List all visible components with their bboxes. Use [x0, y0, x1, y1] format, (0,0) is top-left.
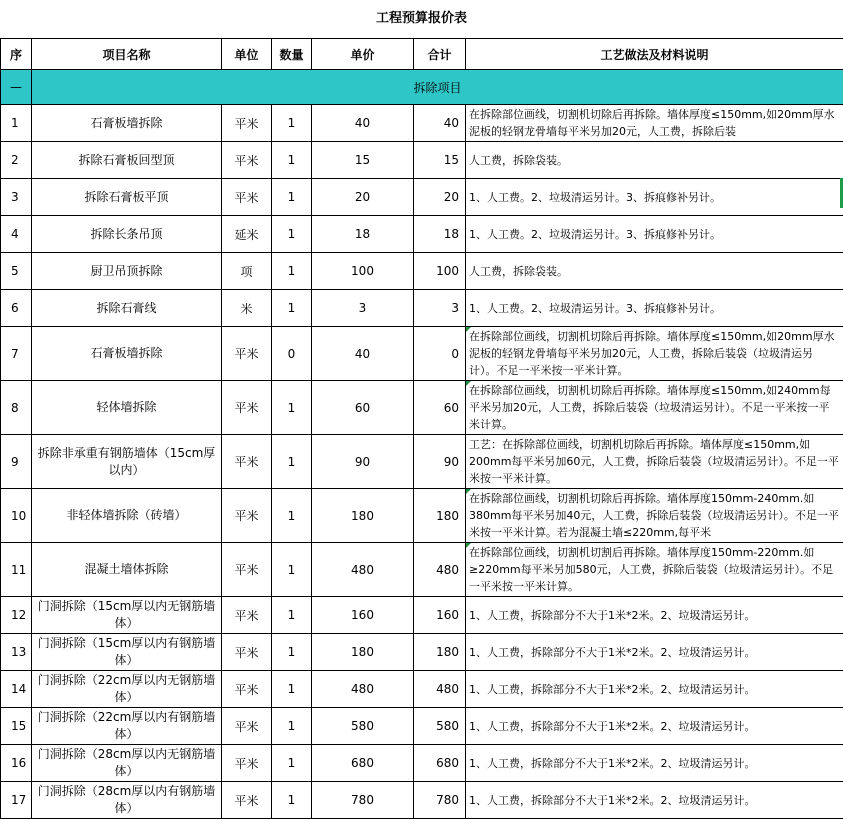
item-name-cell[interactable]: 混凝土墙体拆除 [32, 543, 222, 597]
unit-price-cell[interactable]: 20 [312, 179, 414, 216]
table-row [1, 435, 843, 489]
description-cell[interactable]: 人工费，拆除袋装。 [466, 253, 843, 290]
total-cell[interactable]: 0 [414, 327, 466, 381]
quantity-cell[interactable]: 1 [272, 745, 312, 782]
item-name-cell[interactable]: 非轻体墙拆除（砖墙） [32, 489, 222, 543]
total-cell[interactable]: 90 [414, 435, 466, 489]
unit-cell[interactable]: 平米 [222, 489, 272, 543]
item-name-cell[interactable]: 石膏板墙拆除 [32, 105, 222, 142]
unit-price-cell[interactable]: 40 [312, 327, 414, 381]
total-cell[interactable]: 40 [414, 105, 466, 142]
quantity-cell[interactable]: 1 [272, 142, 312, 179]
quantity-cell[interactable]: 1 [272, 708, 312, 745]
table-row [1, 489, 843, 543]
table-row [1, 543, 843, 597]
total-cell[interactable]: 60 [414, 381, 466, 435]
unit-price-cell[interactable]: 180 [312, 489, 414, 543]
row-index-cell[interactable]: 10 [1, 489, 32, 543]
description-cell[interactable]: 在拆除部位画线，切割机切除后再拆除。墙体厚度≤150mm,如240mm每平米另加20元，人工费，拆除后装袋（垃圾清运另计）。不足一平米按一平米计算。 [466, 381, 843, 435]
item-name-cell[interactable]: 门洞拆除（15cm厚以内有钢筋墙体） [32, 634, 222, 671]
row-index-cell[interactable]: 4 [1, 216, 32, 253]
quantity-cell[interactable]: 1 [272, 543, 312, 597]
row-index-cell[interactable]: 14 [1, 671, 32, 708]
header-unit[interactable]: 单位 [222, 39, 272, 70]
description-cell[interactable]: 在拆除部位画线，切割机切割后再拆除。墙体厚度150mm-220mm.如≥220mm每平米另加580元，人工费，拆除后装袋（垃圾清运另计）。不足一平米按一平米计算。 [466, 543, 843, 597]
unit-price-cell[interactable]: 60 [312, 381, 414, 435]
table-row [1, 290, 843, 327]
table-row [1, 671, 843, 708]
total-cell[interactable]: 180 [414, 634, 466, 671]
row-index-cell[interactable]: 15 [1, 708, 32, 745]
item-name-cell[interactable]: 拆除石膏板回型顶 [32, 142, 222, 179]
description-cell[interactable]: 1、人工费，拆除部分不大于1米*2米。2、垃圾清运另计。 [466, 745, 843, 782]
quantity-cell[interactable]: 1 [272, 179, 312, 216]
row-index-cell[interactable]: 5 [1, 253, 32, 290]
row-index-cell[interactable]: 7 [1, 327, 32, 381]
row-index-cell[interactable]: 16 [1, 745, 32, 782]
item-name-cell[interactable]: 门洞拆除（28cm厚以内无钢筋墙体） [32, 745, 222, 782]
unit-price-cell[interactable]: 480 [312, 543, 414, 597]
description-cell[interactable]: 1、人工费。2、垃圾清运另计。3、拆痕修补另计。 [466, 179, 843, 216]
unit-price-cell[interactable]: 90 [312, 435, 414, 489]
unit-cell[interactable]: 平米 [222, 142, 272, 179]
table-row [1, 253, 843, 290]
item-name-cell[interactable]: 拆除石膏板平顶 [32, 179, 222, 216]
row-index-cell[interactable]: 6 [1, 290, 32, 327]
row-index-cell[interactable]: 8 [1, 381, 32, 435]
item-name-cell[interactable]: 拆除长条吊顶 [32, 216, 222, 253]
unit-price-cell[interactable]: 780 [312, 782, 414, 819]
quantity-cell[interactable]: 1 [272, 105, 312, 142]
description-cell[interactable]: 1、人工费。2、垃圾清运另计。3、拆痕修补另计。 [466, 216, 843, 253]
quantity-cell[interactable]: 1 [272, 634, 312, 671]
table-row [1, 708, 843, 745]
unit-cell[interactable]: 平米 [222, 543, 272, 597]
description-cell[interactable]: 1、人工费，拆除部分不大于1米*2米。2、垃圾清运另计。 [466, 708, 843, 745]
quantity-cell[interactable]: 1 [272, 216, 312, 253]
description-cell[interactable]: 在拆除部位画线，切割机切除后再拆除。墙体厚度≤150mm,如20mm厚水泥板的轻钢龙骨墙每平米另加20元，人工费，拆除后装袋（垃圾清运另计）。不足一平米按一平米计算。 [466, 327, 843, 381]
unit-cell[interactable]: 延米 [222, 216, 272, 253]
quantity-cell[interactable]: 1 [272, 489, 312, 543]
quantity-cell[interactable]: 1 [272, 381, 312, 435]
table-row [1, 216, 843, 253]
description-cell[interactable]: 1、人工费。2、垃圾清运另计。3、拆痕修补另计。 [466, 290, 843, 327]
unit-price-cell[interactable]: 680 [312, 745, 414, 782]
unit-cell[interactable]: 平米 [222, 597, 272, 634]
unit-price-cell[interactable]: 100 [312, 253, 414, 290]
table-row [1, 327, 843, 381]
quantity-cell[interactable]: 0 [272, 327, 312, 381]
row-index-cell[interactable]: 9 [1, 435, 32, 489]
header-name[interactable]: 项目名称 [32, 39, 222, 70]
row-index-cell[interactable]: 13 [1, 634, 32, 671]
unit-cell[interactable]: 米 [222, 290, 272, 327]
unit-cell[interactable]: 平米 [222, 708, 272, 745]
table-row [1, 597, 843, 634]
total-cell[interactable]: 20 [414, 179, 466, 216]
total-cell[interactable]: 580 [414, 708, 466, 745]
unit-cell[interactable]: 平米 [222, 327, 272, 381]
description-cell[interactable]: 1、人工费，拆除部分不大于1米*2米。2、垃圾清运另计。 [466, 634, 843, 671]
quantity-cell[interactable]: 1 [272, 597, 312, 634]
total-cell[interactable]: 180 [414, 489, 466, 543]
header-total[interactable]: 合计 [414, 39, 466, 70]
total-cell[interactable]: 480 [414, 671, 466, 708]
table-row [1, 745, 843, 782]
unit-price-cell[interactable]: 40 [312, 105, 414, 142]
unit-price-cell[interactable]: 180 [312, 634, 414, 671]
item-name-cell[interactable]: 拆除非承重有钢筋墙体（15cm厚以内） [32, 435, 222, 489]
table-row [1, 105, 843, 142]
item-name-cell[interactable]: 门洞拆除（22cm厚以内无钢筋墙体） [32, 671, 222, 708]
unit-cell[interactable]: 平米 [222, 671, 272, 708]
unit-cell[interactable]: 平米 [222, 179, 272, 216]
description-cell[interactable]: 工艺：在拆除部位画线，切割机切除后再拆除。墙体厚度≤150mm,如200mm每平米另加60元，人工费，拆除后装袋（垃圾清运另计）。不足一平米按一平米计算。 [466, 435, 843, 489]
item-name-cell[interactable]: 轻体墙拆除 [32, 381, 222, 435]
unit-cell[interactable]: 项 [222, 253, 272, 290]
table-row [1, 782, 843, 819]
total-cell[interactable]: 480 [414, 543, 466, 597]
unit-cell[interactable]: 平米 [222, 745, 272, 782]
unit-price-cell[interactable]: 580 [312, 708, 414, 745]
description-cell[interactable]: 1、人工费，拆除部分不大于1米*2米。2、垃圾清运另计。 [466, 782, 843, 819]
description-cell[interactable]: 在拆除部位画线，切割机切除后再拆除。墙体厚度150mm-240mm.如380mm每平米另加40元，人工费，拆除后装袋（垃圾清运另计）。不足一平米按一平米计算。若为混凝土墙≤220mm,每平米 [466, 489, 843, 543]
description-cell[interactable]: 在拆除部位画线，切割机切除后再拆除。墙体厚度≤150mm,如20mm厚水泥板的轻钢龙骨墙每平米另加20元，人工费，拆除后装 [466, 105, 843, 142]
item-name-cell[interactable]: 拆除石膏线 [32, 290, 222, 327]
total-cell[interactable]: 780 [414, 782, 466, 819]
sheet-title: 工程预算报价表 [0, 0, 843, 38]
unit-cell[interactable]: 平米 [222, 782, 272, 819]
quantity-cell[interactable]: 1 [272, 435, 312, 489]
row-index-cell[interactable]: 17 [1, 782, 32, 819]
row-index-cell[interactable]: 2 [1, 142, 32, 179]
quantity-cell[interactable]: 1 [272, 782, 312, 819]
total-cell[interactable]: 15 [414, 142, 466, 179]
row-index-cell[interactable]: 1 [1, 105, 32, 142]
table-row [1, 179, 843, 216]
item-name-cell[interactable]: 石膏板墙拆除 [32, 327, 222, 381]
row-index-cell[interactable]: 12 [1, 597, 32, 634]
quantity-cell[interactable]: 1 [272, 253, 312, 290]
unit-cell[interactable]: 平米 [222, 105, 272, 142]
unit-price-cell[interactable]: 18 [312, 216, 414, 253]
item-name-cell[interactable]: 门洞拆除（15cm厚以内无钢筋墙体） [32, 597, 222, 634]
header-desc[interactable]: 工艺做法及材料说明 [466, 39, 843, 70]
item-name-cell[interactable]: 门洞拆除（22cm厚以内有钢筋墙体） [32, 708, 222, 745]
budget-table [0, 38, 843, 819]
header-row [1, 39, 843, 70]
table-row [1, 634, 843, 671]
description-cell[interactable]: 1、人工费，拆除部分不大于1米*2米。2、垃圾清运另计。 [466, 597, 843, 634]
total-cell[interactable]: 3 [414, 290, 466, 327]
total-cell[interactable]: 18 [414, 216, 466, 253]
unit-cell[interactable]: 平米 [222, 634, 272, 671]
description-cell[interactable]: 人工费，拆除袋装。 [466, 142, 843, 179]
unit-price-cell[interactable]: 15 [312, 142, 414, 179]
quantity-cell[interactable]: 1 [272, 290, 312, 327]
header-idx[interactable]: 序 [1, 39, 32, 70]
row-index-cell[interactable]: 3 [1, 179, 32, 216]
unit-cell[interactable]: 平米 [222, 381, 272, 435]
section-row [1, 70, 843, 105]
unit-cell[interactable]: 平米 [222, 435, 272, 489]
item-name-cell[interactable]: 厨卫吊顶拆除 [32, 253, 222, 290]
table-row [1, 142, 843, 179]
unit-price-cell[interactable]: 480 [312, 671, 414, 708]
header-price[interactable]: 单价 [312, 39, 414, 70]
section-label[interactable]: 拆除项目 [32, 70, 843, 105]
unit-price-cell[interactable]: 160 [312, 597, 414, 634]
total-cell[interactable]: 160 [414, 597, 466, 634]
unit-price-cell[interactable]: 3 [312, 290, 414, 327]
row-index-cell[interactable]: 11 [1, 543, 32, 597]
header-qty[interactable]: 数量 [272, 39, 312, 70]
total-cell[interactable]: 100 [414, 253, 466, 290]
description-cell[interactable]: 1、人工费，拆除部分不大于1米*2米。2、垃圾清运另计。 [466, 671, 843, 708]
total-cell[interactable]: 680 [414, 745, 466, 782]
section-idx[interactable]: — [1, 70, 32, 105]
table-row [1, 381, 843, 435]
item-name-cell[interactable]: 门洞拆除（28cm厚以内有钢筋墙体） [32, 782, 222, 819]
quantity-cell[interactable]: 1 [272, 671, 312, 708]
